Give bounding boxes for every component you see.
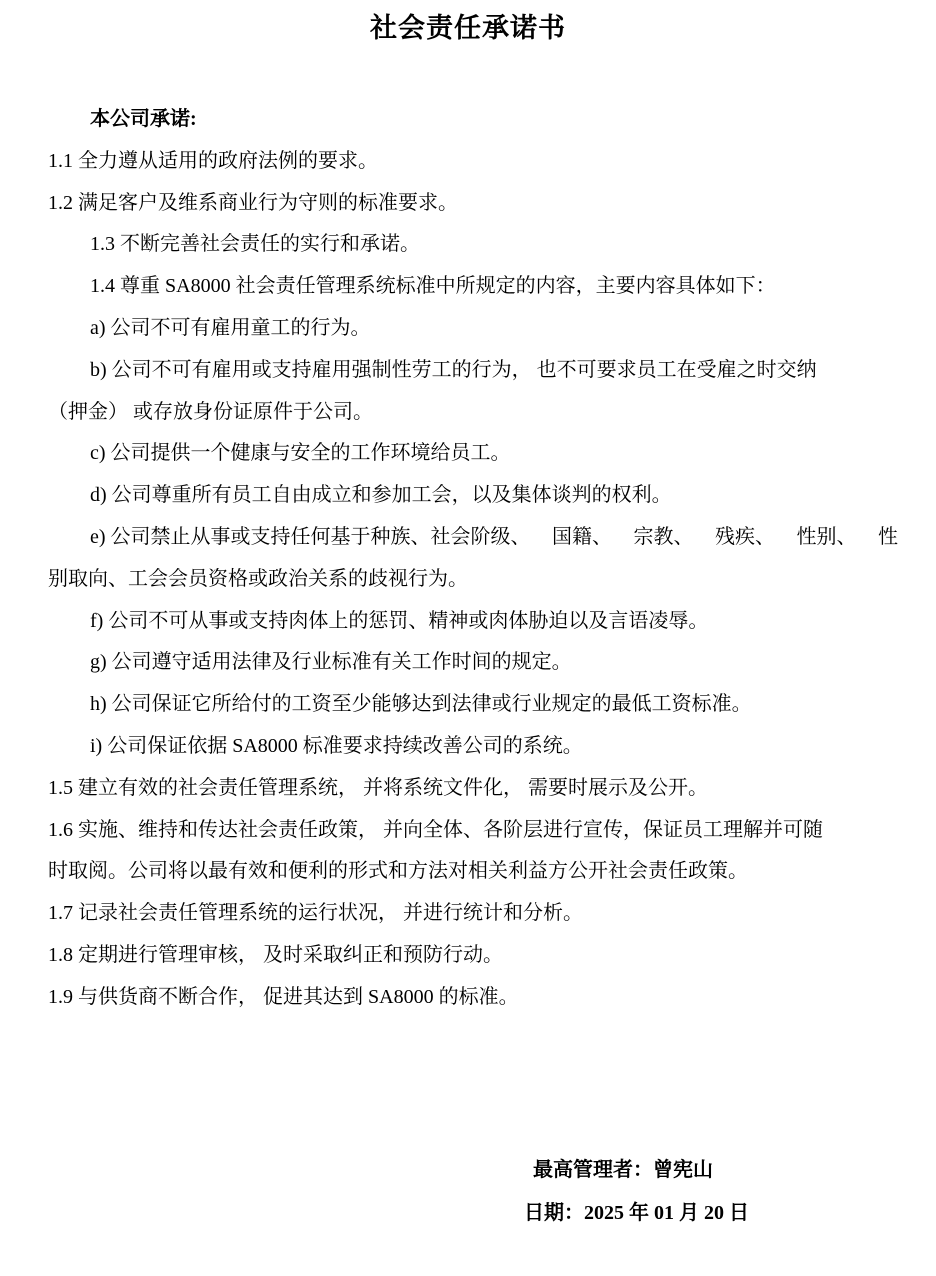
signature-date: 日期：2025 年 01 月 20 日 bbox=[524, 1202, 749, 1224]
sub-item-e-part: 性别、 bbox=[796, 525, 857, 548]
sub-item-h: h) 公司保证它所给付的工资至少能够达到法律或行业规定的最低工资标准。 bbox=[90, 693, 752, 716]
signature-manager: 最高管理者：曾宪山 bbox=[533, 1159, 713, 1181]
sub-item-d: d) 公司尊重所有员工自由成立和参加工会，以及集体谈判的权利。 bbox=[90, 484, 672, 507]
sub-item-e-line2: 别取向、工会会员资格或政治关系的歧视行为。 bbox=[48, 567, 468, 590]
commitment-body bbox=[48, 99, 898, 1019]
sub-item-i: i) 公司保证依据 SA8000 标准要求持续改善公司的系统。 bbox=[90, 734, 583, 757]
sub-item-c: c) 公司提供一个健康与安全的工作环境给员工。 bbox=[90, 442, 511, 465]
sub-item-g: g) 公司遵守适用法律及行业标准有关工作时间的规定。 bbox=[90, 651, 572, 674]
intro-heading: 本公司承诺: bbox=[90, 108, 197, 130]
clause-1-2: 1.2 满足客户及维系商业行为守则的标准要求。 bbox=[48, 191, 458, 214]
clause-1-8: 1.8 定期进行管理审核， 及时采取纠正和预防行动。 bbox=[48, 943, 503, 966]
sub-item-e-part: 国籍、 bbox=[552, 525, 613, 548]
sub-item-a: a) 公司不可有雇用童工的行为。 bbox=[90, 316, 371, 339]
clause-1-4: 1.4 尊重 SA8000 社会责任管理系统标准中所规定的内容，主要内容具体如下： bbox=[90, 275, 776, 298]
sub-item-e-part: e) 公司禁止从事或支持任何基于种族、社会阶级、 bbox=[90, 525, 531, 548]
clause-1-6-line1: 1.6 实施、维持和传达社会责任政策， 并向全体、各阶层进行宣传，保证员工理解并可随 bbox=[48, 818, 823, 841]
sub-item-b-line1: b) 公司不可有雇用或支持雇用强制性劳工的行为， 也不可要求员工在受雇之时交纳 bbox=[90, 358, 817, 381]
clause-1-5: 1.5 建立有效的社会责任管理系统， 并将系统文件化， 需要时展示及公开。 bbox=[48, 776, 708, 799]
sub-item-e-line1 bbox=[48, 517, 898, 559]
sub-item-e-part: 残疾、 bbox=[715, 525, 775, 548]
clause-1-9: 1.9 与供货商不断合作， 促进其达到 SA8000 的标准。 bbox=[48, 985, 519, 1008]
clause-1-6-line2: 时取阅。公司将以最有效和便利的形式和方法对相关利益方公开社会责任政策。 bbox=[48, 860, 748, 883]
sub-item-f: f) 公司不可从事或支持肉体上的惩罚、精神或肉体胁迫以及言语凌辱。 bbox=[90, 609, 709, 632]
sub-item-b-line2: （押金） 或存放身份证原件于公司。 bbox=[48, 400, 373, 423]
clause-1-7: 1.7 记录社会责任管理系统的运行状况， 并进行统计和分析。 bbox=[48, 902, 583, 925]
document-title: 社会责任承诺书 bbox=[370, 13, 566, 43]
clause-1-1: 1.1 全力遵从适用的政府法例的要求。 bbox=[48, 149, 378, 172]
sub-item-e-part: 宗教、 bbox=[633, 525, 694, 548]
sub-item-e-part: 性 bbox=[877, 525, 898, 548]
clause-1-3: 1.3 不断完善社会责任的实行和承诺。 bbox=[90, 233, 420, 256]
